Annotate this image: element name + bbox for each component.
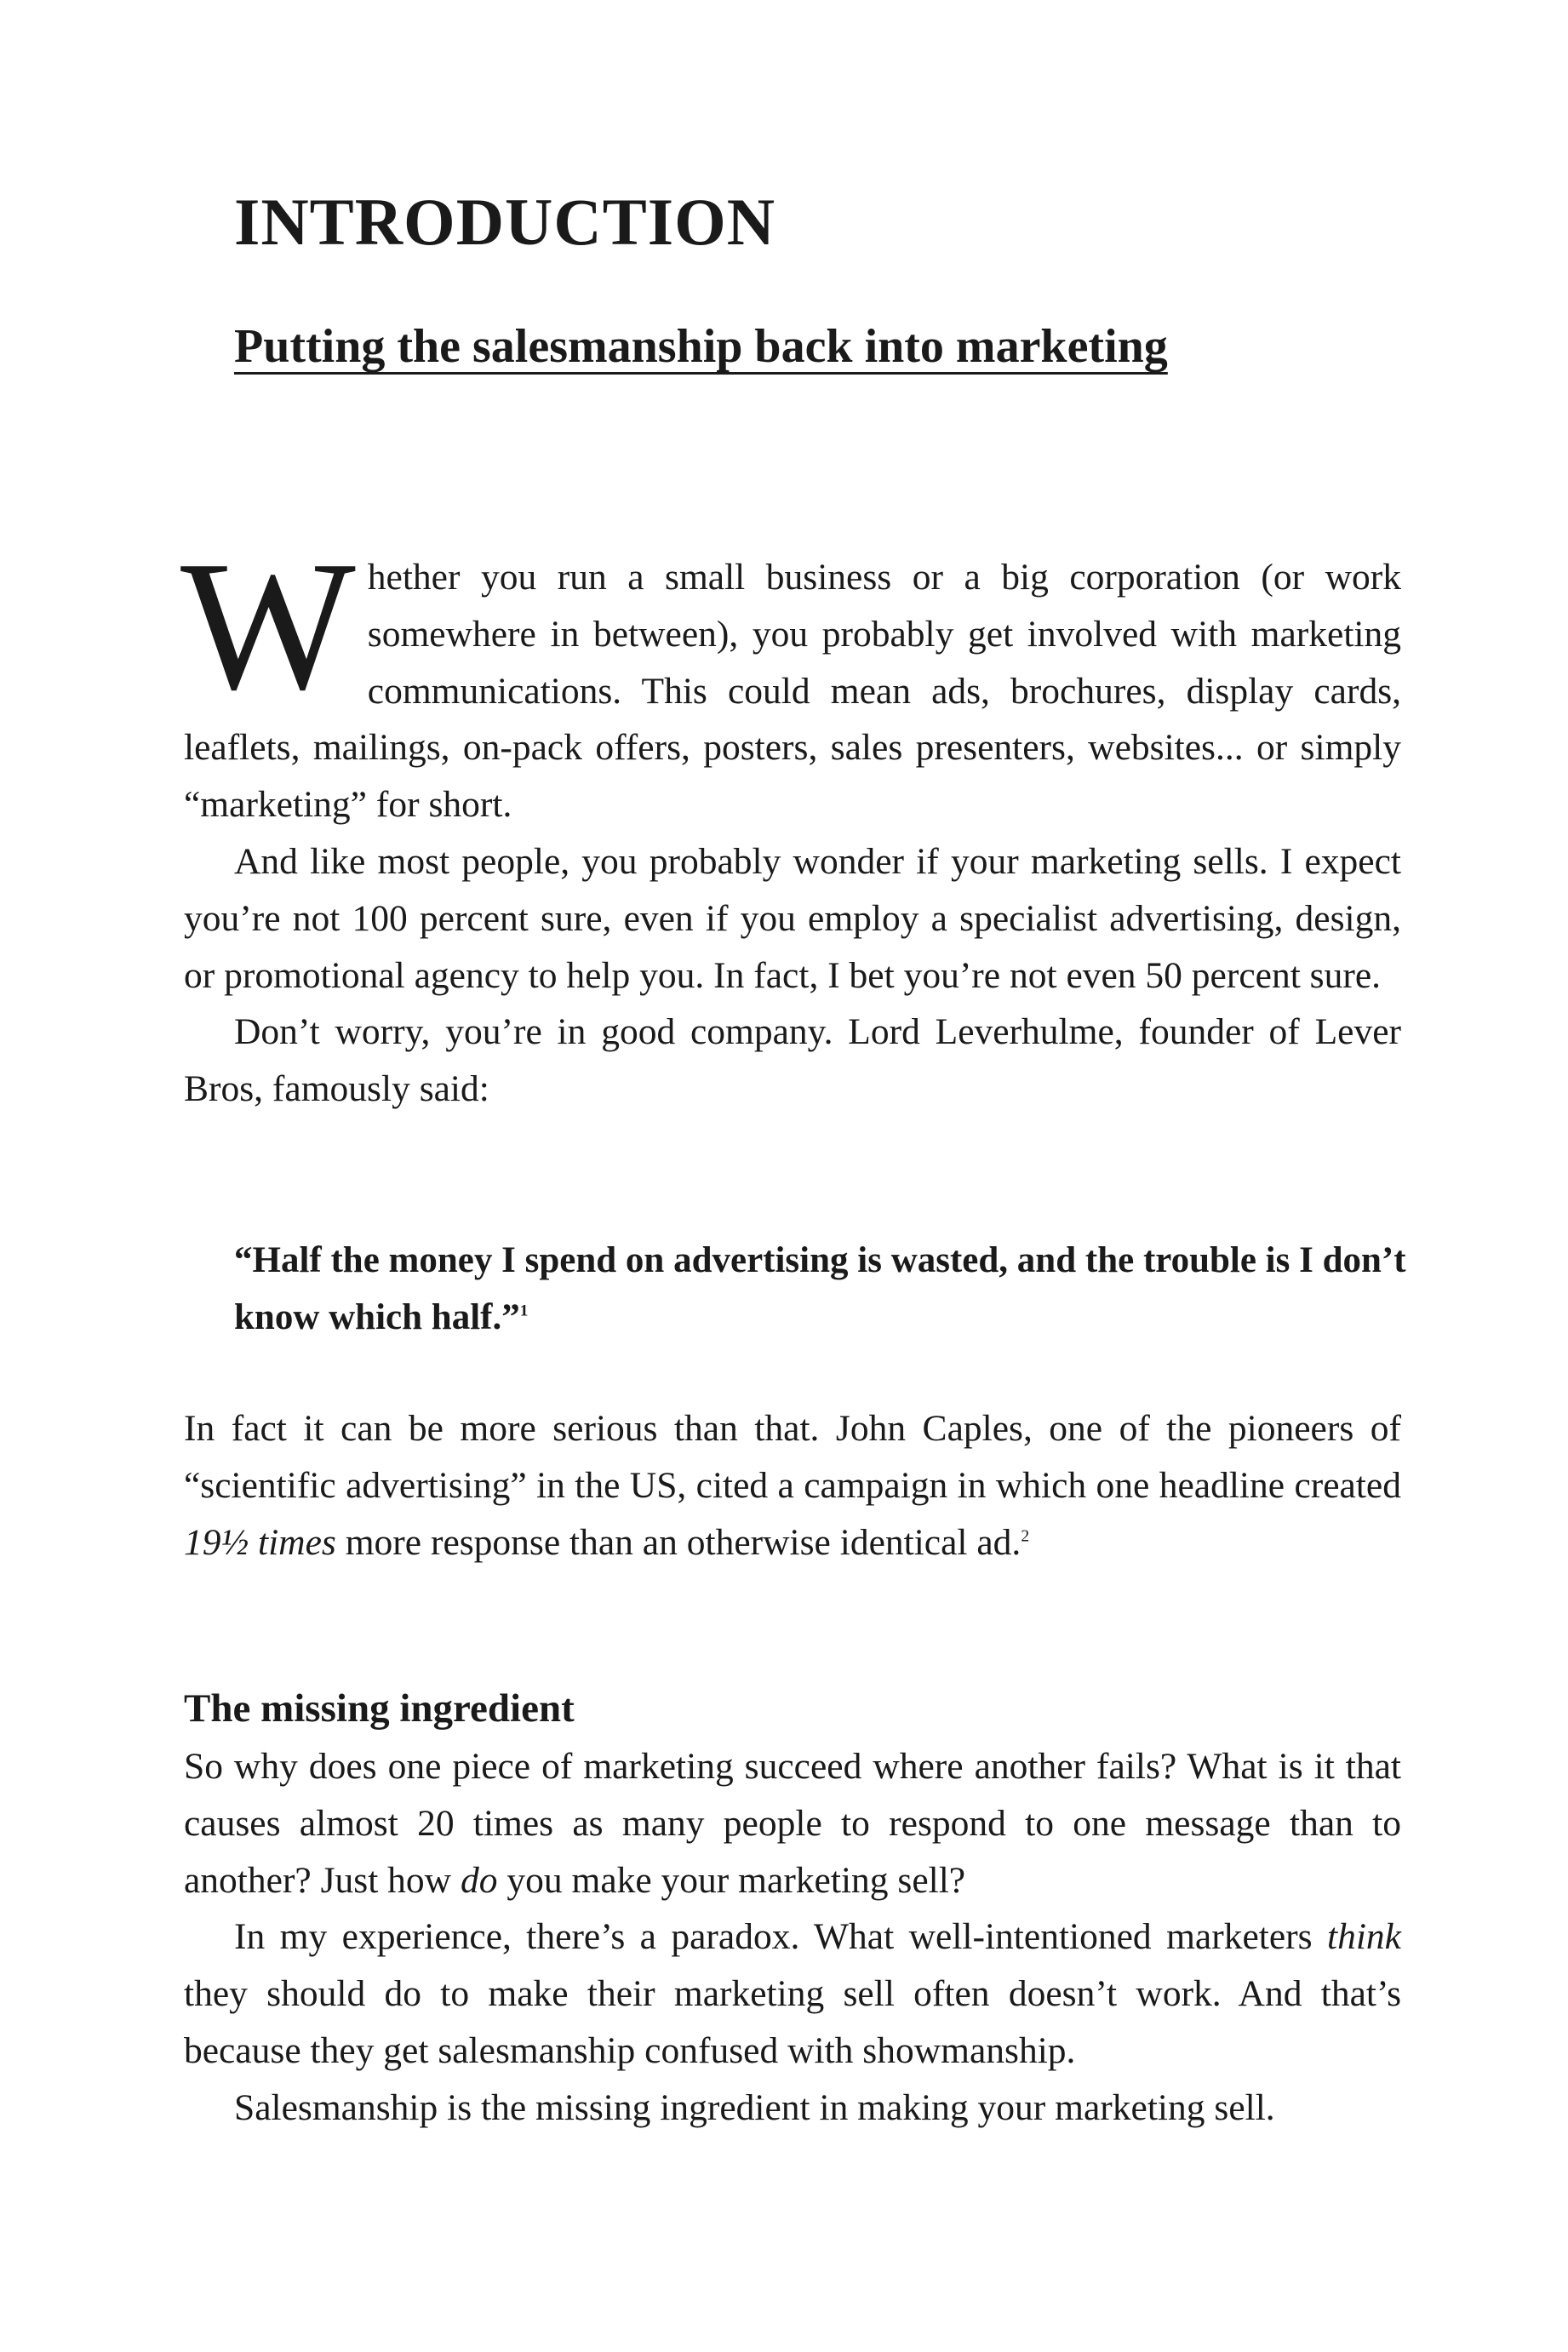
caples-text-after: more response than an otherwise identical ad.: [335, 1521, 1021, 1563]
caples-emphasis: 19½ times: [184, 1521, 336, 1563]
intro-paragraph-2: And like most people, you probably wonder if your marketing sells. I expect you’re not 100 percent sure, even if you employ a specialist advertising, design, or promotional agency to help you. In fact, I bet you’re not even 50 percent sure.: [184, 840, 1401, 996]
missing-p2-emphasis: think: [1327, 1916, 1401, 1958]
caples-section: [184, 1400, 1401, 1571]
missing-p2-after: they should do to make their marketing sell often doesn’t work. And that’s because they get salesmanship confused with showmanship.: [184, 1973, 1401, 2071]
intro-paragraph-3: Don’t worry, you’re in good company. Lord Leverhulme, founder of Lever Bros, famously said:: [184, 1011, 1401, 1110]
intro-paragraph-1: [180, 524, 1401, 833]
section-heading-missing-ingredient: The missing ingredient: [184, 1686, 575, 1731]
footnote-marker-2: 2: [1021, 1527, 1030, 1546]
drop-cap: W: [180, 524, 356, 729]
missing-paragraph-2: [184, 1908, 1401, 2079]
missing-paragraph-1: [184, 1738, 1401, 1908]
chapter-title: INTRODUCTION: [234, 185, 776, 259]
caples-text-before: In fact it can be more serious than that. John Caples, one of the pioneers of “scientific advertising” in the US, cited a campaign in which one headline created: [184, 1408, 1401, 1506]
missing-paragraph-3: Salesmanship is the missing ingredient in making your marketing sell.: [234, 2086, 1275, 2128]
footnote-marker-1: 1: [519, 1302, 529, 1320]
intro-paragraph-1-text: hether you run a small business or a big corporation (or work somewhere in between), you probably get involved with marketing communications. This could mean ads, brochures, display cards, leaflets, mailings, on-pack offers, posters, sales presenters, websites... or simply “marketing” for short.: [184, 557, 1401, 826]
intro-section: [180, 524, 1401, 1118]
caples-paragraph: [184, 1400, 1401, 1571]
missing-p1-after: you make your marketing sell?: [497, 1859, 966, 1901]
missing-p1-emphasis: do: [460, 1859, 498, 1901]
chapter-subtitle: Putting the salesmanship back into marketing: [234, 320, 1168, 373]
missing-ingredient-section: [184, 1738, 1401, 2137]
missing-p1-before: So why does one piece of marketing succeed where another fails? What is it that causes almost 20 times as many people to respond to one message than to another? Just how: [184, 1746, 1401, 1901]
missing-p2-before: In my experience, there’s a paradox. What well-intentioned marketers: [234, 1916, 1328, 1958]
leverhulme-quote: [234, 1233, 1409, 1347]
quote-text: “Half the money I spend on advertising is wasted, and the trouble is I don’t know which half.”: [234, 1240, 1406, 1337]
